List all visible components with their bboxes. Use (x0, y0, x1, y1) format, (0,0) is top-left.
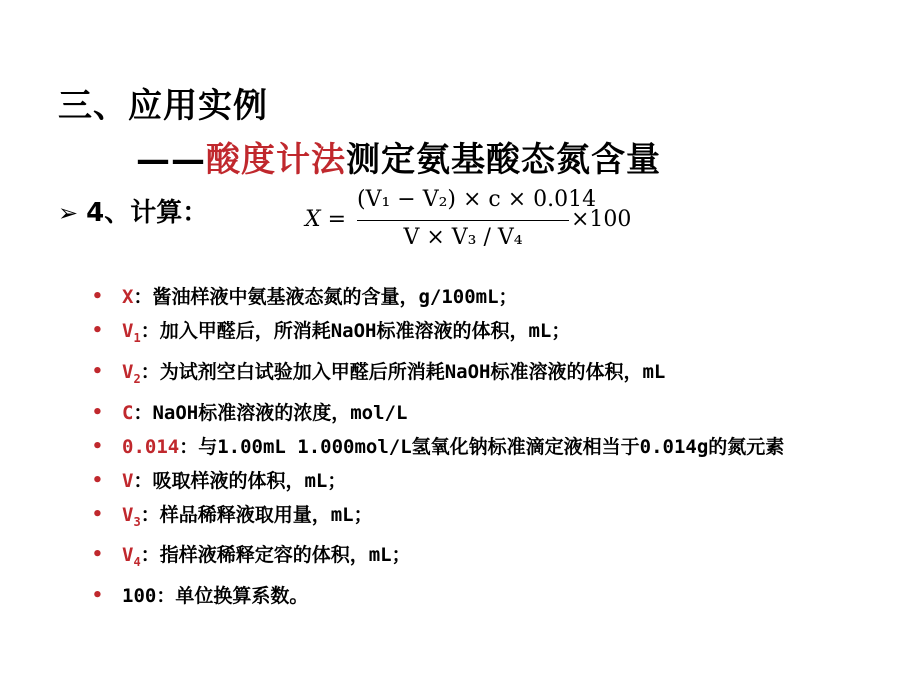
list-item (92, 538, 852, 579)
variable-description: ：指样液稀释定容的体积，mL； (140, 544, 411, 567)
list-item (92, 498, 852, 539)
variable-description: ：为试剂空白试验加入甲醛后所消耗NaOH标准溶液的体积，mL (140, 360, 666, 383)
slide-subtitle (136, 132, 661, 181)
variable-description: ：样品稀释液取用量，mL； (140, 503, 373, 526)
variable-description: ：吸取样液的体积，mL； (133, 469, 347, 492)
list-item (92, 396, 852, 430)
list-item (92, 430, 852, 464)
variable-subscript: 3 (133, 514, 141, 529)
variable-description: 100：单位换算系数。 (122, 585, 309, 608)
variable-symbol: $V_2$ (122, 360, 141, 386)
variable-subscript: 1 (133, 330, 141, 345)
list-item (92, 579, 852, 613)
variable-symbol: $V_3$ (122, 503, 141, 529)
variable-subscript: 2 (133, 371, 141, 386)
formula-multiplier: ×100 (571, 207, 632, 232)
bullet-icon: • (92, 585, 103, 607)
list-item (92, 314, 852, 355)
formula-denominator: V × V₃ / V₄ (403, 225, 523, 250)
subtitle-dash: —— (136, 140, 206, 180)
fraction-bar (357, 220, 569, 221)
list-item (92, 355, 852, 396)
variable-definitions-list (92, 280, 852, 613)
variable-symbol: $V_4$ (122, 544, 141, 570)
formula-fraction (357, 187, 597, 250)
variable-description: ：与1.00mL 1.000mol/L氢氧化钠标准滴定液相当于0.014g的氮元素 (179, 435, 785, 458)
variable-subscript: 4 (133, 555, 141, 570)
bullet-icon: • (92, 503, 103, 525)
subtitle-rest: 测定氨基酸态氮含量 (346, 140, 661, 180)
variable-symbol: 0.014 (122, 435, 180, 458)
bullet-icon: • (92, 469, 103, 491)
bullet-icon: • (92, 360, 103, 382)
list-item (92, 280, 852, 314)
variable-description: ：酱油样液中氨基液态氮的含量，g/100mL； (133, 286, 518, 308)
variable-description: ：加入甲醛后，所消耗NaOH标准溶液的体积，mL； (140, 320, 571, 342)
variable-symbol: X (122, 286, 134, 308)
variable-description: ：NaOH标准溶液的浓度，mol/L (133, 401, 408, 424)
bullet-icon: • (92, 401, 103, 423)
step-label: 4、计算： (86, 198, 209, 228)
formula-lhs: X = (305, 207, 347, 232)
variable-symbol: C (122, 401, 134, 424)
bullet-icon: • (92, 544, 103, 566)
variable-symbol: V (122, 469, 134, 492)
slide-title: 三、应用实例 (58, 86, 268, 126)
variable-symbol: $V_1$ (122, 320, 141, 345)
step-heading (58, 192, 208, 229)
bullet-icon: • (92, 320, 103, 341)
bullet-icon: • (92, 435, 103, 457)
bullet-icon: • (92, 286, 103, 307)
subtitle-method: 酸度计法 (206, 140, 346, 180)
list-item (92, 464, 852, 498)
formula-numerator: (V₁ − V₂) × c × 0.014 (357, 187, 597, 212)
arrow-bullet-icon: ➢ (58, 199, 79, 227)
